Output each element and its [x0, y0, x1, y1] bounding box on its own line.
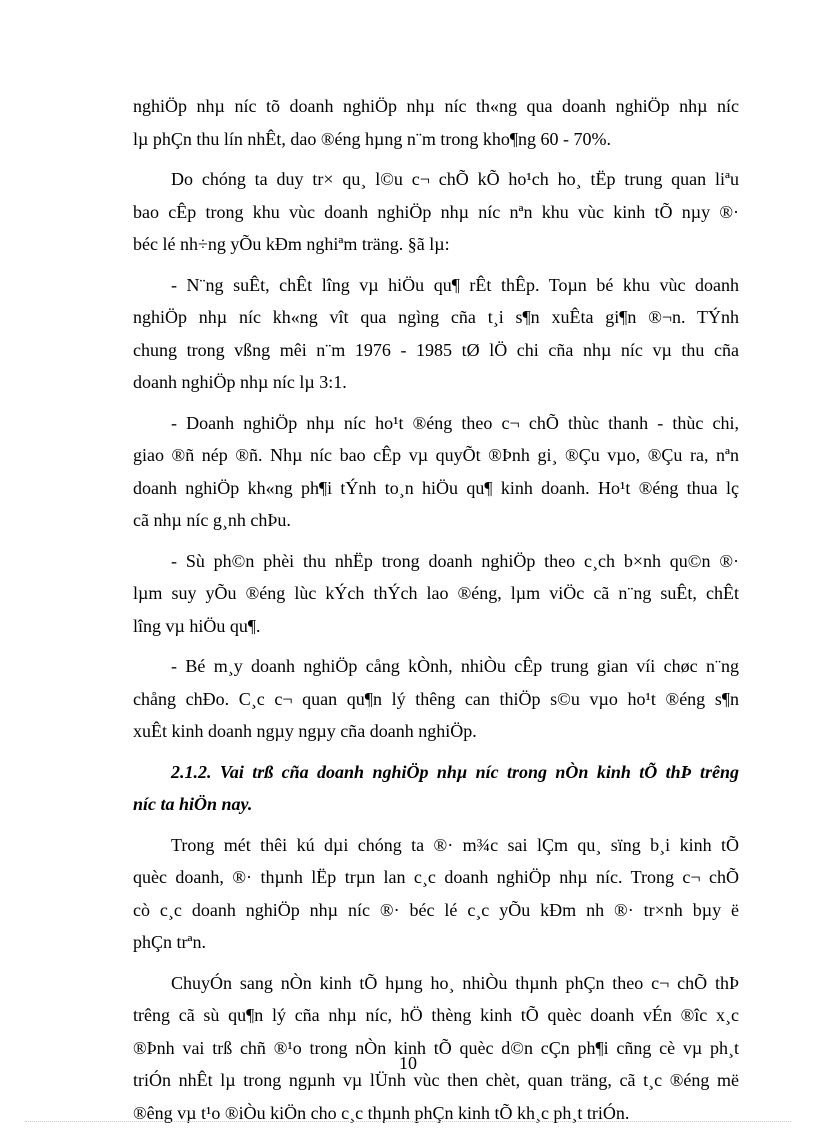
text-line: lµ phÇn thu lín nhÊt, dao ®éng hµng n¨m trong kho¶ng 60 - 70%.	[133, 128, 612, 149]
paragraph-bullet-productivity	[133, 269, 739, 399]
text-line: doanh nghiÖp kh«ng ph¶i tÝnh to¸n hiÖu qu¶ kinh doanh. Ho¹t ®éng thua lç	[133, 477, 739, 498]
paragraph-history	[133, 829, 739, 959]
page-number: 10	[399, 1053, 417, 1073]
text-line: xuÊt kinh doanh ngµy ngµy cña doanh nghiÖp.	[133, 721, 477, 741]
text-line: nghiÖp nhµ níc tõ doanh nghiÖp nhµ níc th«ng qua doanh nghiÖp nhµ níc	[133, 96, 739, 116]
text-line: - Bé m¸y doanh nghiÖp cång kÒnh, nhiÒu cÊp trung gian víi chøc n¨ng	[171, 656, 739, 676]
text-line: giao ®ñ nép ®ñ. Nhµ níc bao cÊp vµ quyÕt ®Þnh gi¸ ®Çu vµo, ®Çu ra, nªn	[133, 445, 739, 465]
text-line: - Doanh nghiÖp nhµ níc ho¹t ®éng theo c¬ chÕ thùc thanh - thùc chi,	[171, 412, 739, 433]
text-line: ChuyÓn sang nÒn kinh tÕ hµng ho¸ nhiÒu thµnh phÇn theo c¬ chÕ thÞ	[171, 972, 739, 993]
heading-line: níc ta hiÖn nay.	[133, 794, 253, 814]
paragraph-bullet-apparatus	[133, 650, 739, 748]
text-line: nghiÖp nhµ níc kh«ng vît qua ngìng cña t¸i s¶n xuÊta gi¶n ®¬n. TÝnh	[133, 307, 739, 327]
text-line: phÇn trªn.	[133, 932, 206, 952]
text-line: chång chÐo. C¸c c¬ quan qu¶n lý thêng can thiÖp s©u vµo ho¹t ®éng s¶n	[133, 688, 739, 709]
section-heading	[133, 756, 739, 821]
heading-line: 2.1.2. Vai trß cña doanh nghiÖp nhµ níc trong nÒn kinh tÕ thÞ trêng	[171, 761, 739, 782]
text-line: - N¨ng suÊt, chÊt lîng vµ hiÖu qu¶ rÊt thÊp. Toµn bé khu vùc doanh	[171, 274, 739, 295]
text-line: ®êng vµ t¹o ®iÒu kiÖn cho c¸c thµnh phÇn kinh tÕ kh¸c ph¸t triÓn.	[133, 1102, 630, 1123]
text-line: béc lé nh÷ng yÕu kÐm nghiªm träng. §ã lµ:	[133, 234, 450, 254]
body-text	[133, 90, 739, 1137]
paragraph-continuation	[133, 90, 739, 155]
text-line: cò c¸c doanh nghiÖp nhµ níc ®· béc lé c¸c yÕu kÐm nh ®· tr×nh bµy ë	[133, 899, 739, 920]
text-line: trêng cã sù qu¶n lý cña nhµ níc, hÖ thèng kinh tÕ quèc doanh vÉn ®îc x¸c	[133, 1005, 739, 1025]
text-line: quèc doanh, ®· thµnh lËp trµn lan c¸c doanh nghiÖp nhµ níc. Trong c¬ chÕ	[133, 867, 739, 887]
text-line: cã nhµ níc g¸nh chÞu.	[133, 510, 291, 530]
text-line: triÓn nhÊt lµ trong ngµnh vµ lÜnh vùc then chèt, quan träng, cã t¸c ®éng më	[133, 1070, 739, 1090]
text-line: - Sù ph©n phèi thu nhËp trong doanh nghiÖp theo c¸ch b×nh qu©n ®·	[171, 550, 739, 571]
paragraph-weaknesses-intro	[133, 163, 739, 261]
text-line: Trong mét thêi kú dµi chóng ta ®· m¾c sai lÇm qu¸ sïng b¸i kinh tÕ	[171, 834, 739, 855]
text-line: doanh nghiÖp nhµ níc lµ 3:1.	[133, 372, 347, 392]
text-line: chung trong vßng mêi n¨m 1976 - 1985 tØ lÖ chi cña nhµ níc vµ thu cña	[133, 339, 739, 360]
text-line: lµm suy yÕu ®éng lùc kÝch thÝch lao ®éng, lµm viÖc cã n¨ng suÊt, chÊt	[133, 583, 739, 603]
paragraph-bullet-income	[133, 545, 739, 643]
paragraph-transition	[133, 967, 739, 1130]
paragraph-bullet-mechanism	[133, 407, 739, 537]
text-line: Do chóng ta duy tr× qu¸ l©u c¬ chÕ kÕ ho¹ch ho¸ tËp trung quan liªu	[171, 169, 739, 189]
text-line: ®Þnh vai trß chñ ®¹o trong nÒn kinh tÕ quèc d©n cÇn ph¶i cñng cè vµ ph¸t	[133, 1037, 739, 1058]
text-line: bao cÊp trong khu vùc doanh nghiÖp nhµ níc nªn khu vùc kinh tÕ nµy ®·	[133, 201, 739, 222]
page-bottom-divider	[25, 1121, 791, 1122]
text-line: lîng vµ hiÖu qu¶.	[133, 615, 261, 636]
